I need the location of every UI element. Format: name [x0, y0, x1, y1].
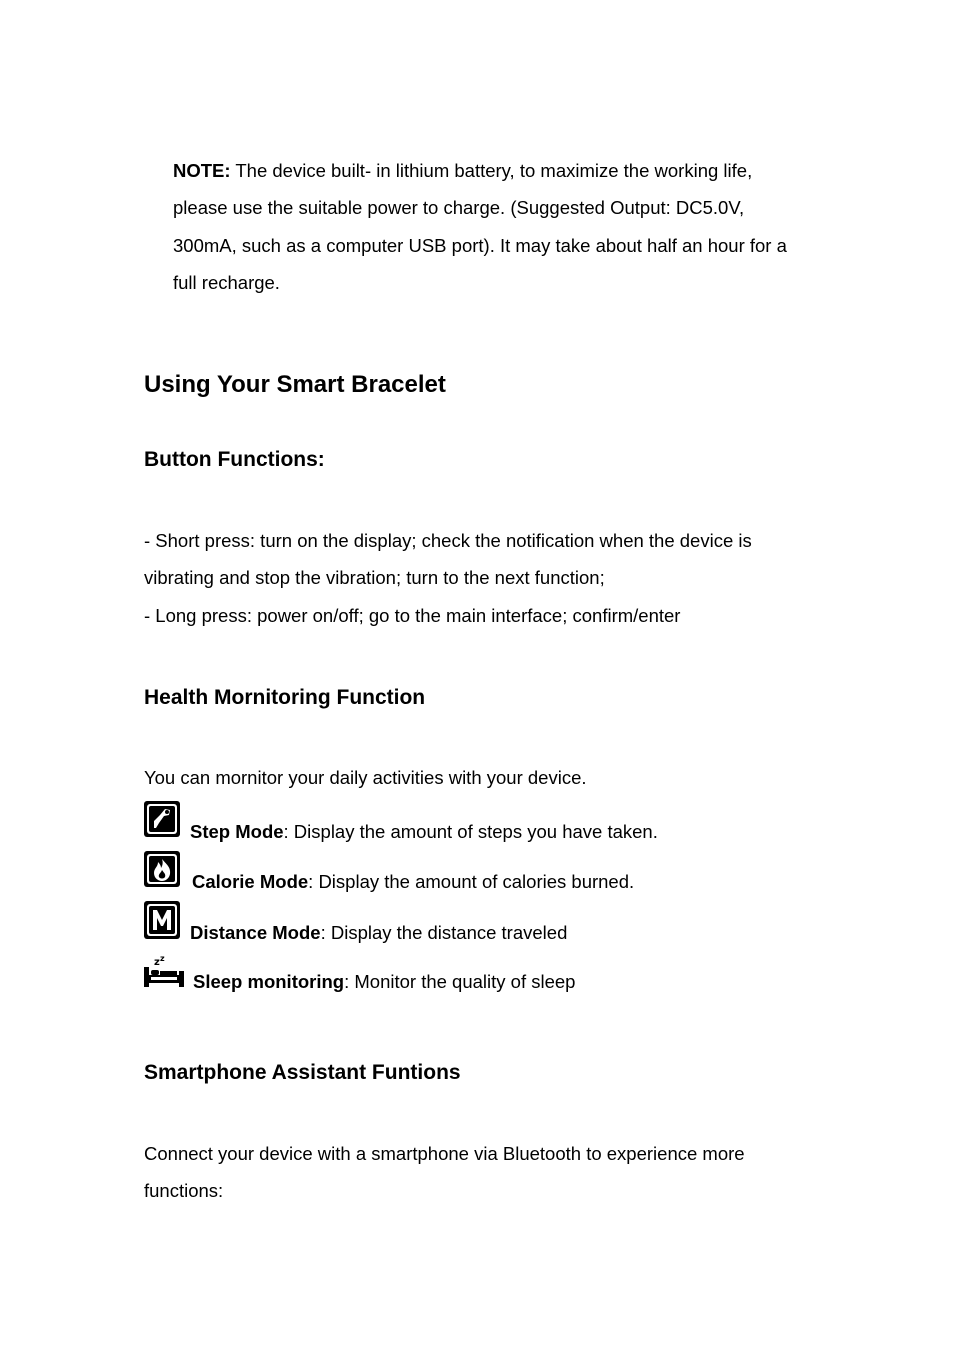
calorie-flame-icon — [144, 851, 180, 887]
note-label: NOTE: — [173, 160, 231, 181]
smartphone-line-1: Connect your device with a smartphone via Bluetooth to experience more — [144, 1143, 745, 1164]
mode-row-calorie: Calorie Mode: Display the amount of calories burned. — [192, 871, 635, 892]
smartphone-heading: Smartphone Assistant Funtions — [144, 1061, 461, 1084]
health-intro: You can mornitor your daily activities with your device. — [144, 767, 587, 788]
short-press-line-2: vibrating and stop the vibration; turn to the next function; — [144, 567, 605, 588]
long-press-line: - Long press: power on/off; go to the main interface; confirm/enter — [144, 605, 681, 626]
button-functions-heading: Button Functions: — [144, 448, 325, 471]
short-press-line-1: - Short press: turn on the display; check the notification when the device is — [144, 530, 752, 551]
section-title: Using Your Smart Bracelet — [144, 371, 446, 398]
smartphone-line-2: functions: — [144, 1180, 224, 1201]
note-line-4: full recharge. — [173, 272, 280, 293]
health-heading: Health Mornitoring Function — [144, 686, 426, 709]
distance-m-icon — [144, 901, 180, 937]
sleep-bed-icon — [144, 953, 184, 989]
note-line-1: NOTE: The device built- in lithium battery, to maximize the working life, — [173, 160, 753, 181]
note-line-2: please use the suitable power to charge. (Suggested Output: DC5.0V, — [173, 197, 745, 218]
mode-row-step: Step Mode: Display the amount of steps you have taken. — [190, 821, 658, 842]
svg-text:z: z — [160, 954, 165, 963]
note-line-3: 300mA, such as a computer USB port). It may take about half an hour for a — [173, 235, 787, 256]
mode-row-sleep: Sleep monitoring: Monitor the quality of sleep — [193, 971, 576, 992]
step-icon — [144, 801, 180, 837]
mode-row-distance: Distance Mode: Display the distance traveled — [190, 922, 568, 943]
svg-text:z: z — [154, 957, 160, 968]
